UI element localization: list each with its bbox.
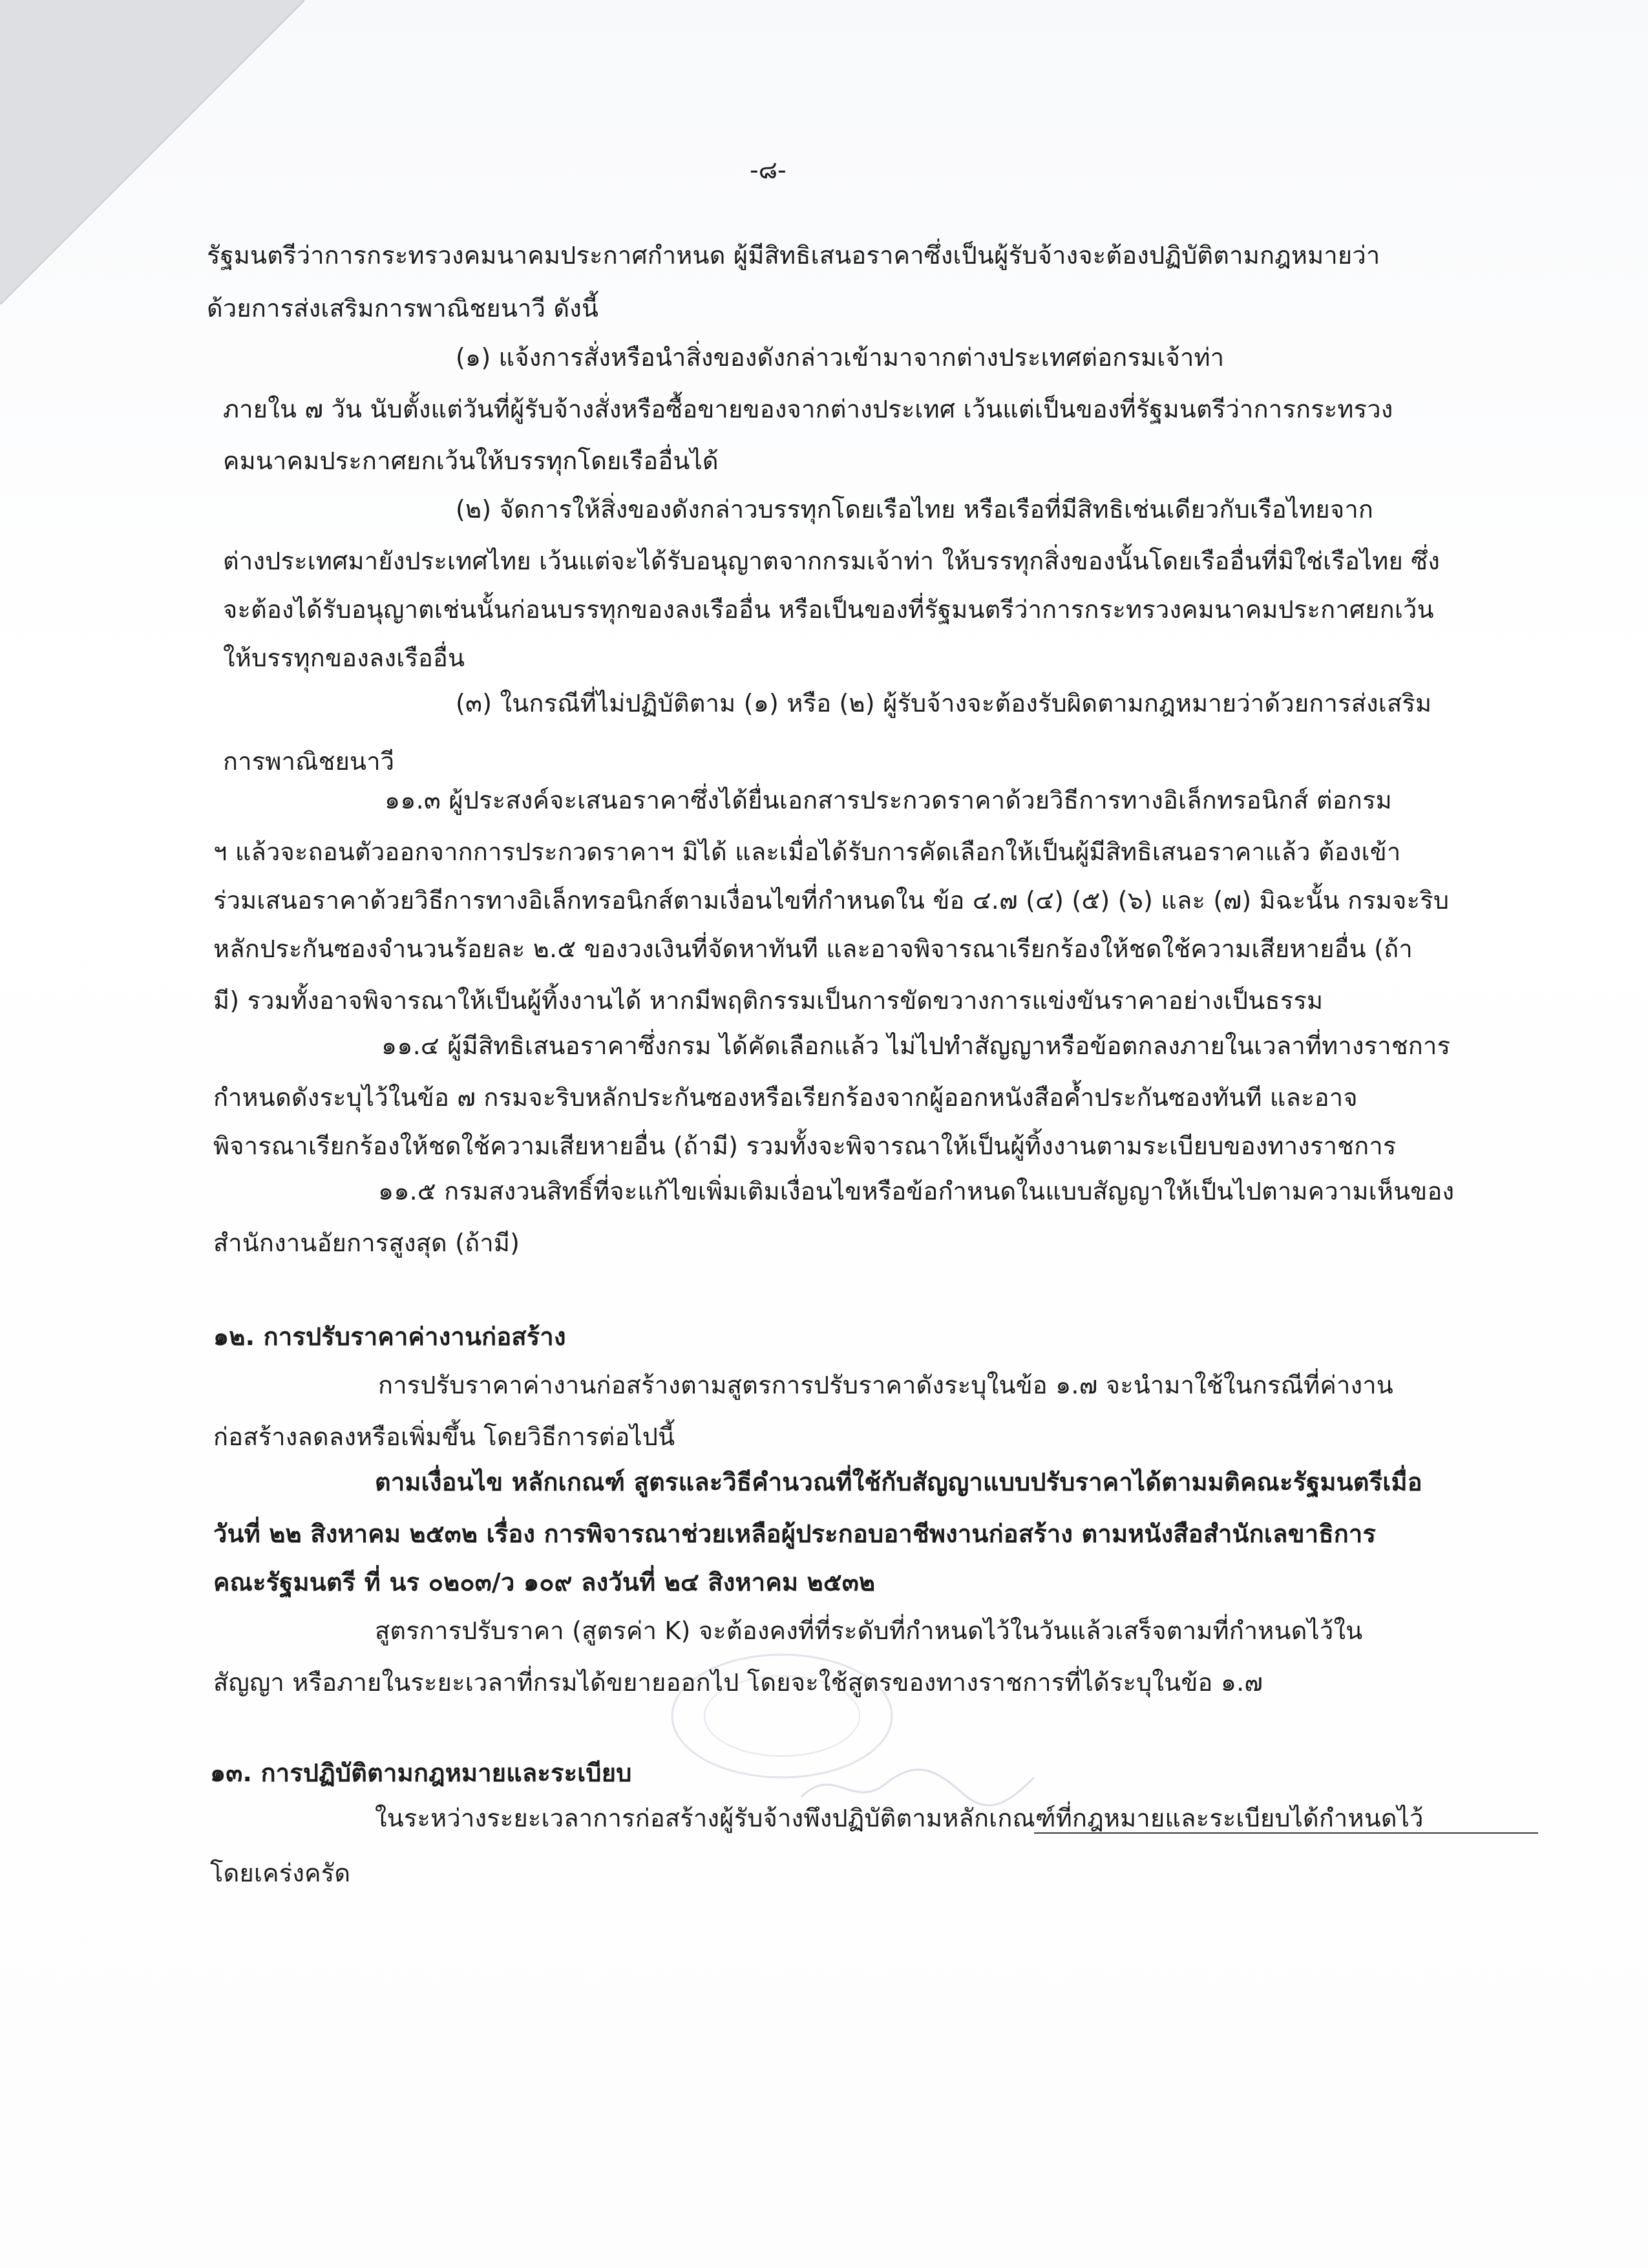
body-line: รัฐมนตรีว่าการกระทรวงคมนาคมประกาศกำหนด ผู้มีสิทธิเสนอราคาซึ่งเป็นผู้รับจ้างจะต้องปฏิบัติตามกฎหมายว่า [207,241,1380,270]
body-line: (๒) จัดการให้สิ่งของดังกล่าวบรรทุกโดยเรือไทย หรือเรือที่มีสิทธิเช่นเดียวกับเรือไทยจาก [456,495,1374,524]
body-line: ตามเงื่อนไข หลักเกณฑ์ สูตรและวิธีคำนวณที่ใช้กับสัญญาแบบปรับราคาได้ตามมติคณะรัฐมนตรีเมื่อ [375,1468,1422,1496]
body-line: (๑) แจ้งการสั่งหรือนำสิ่งของดังกล่าวเข้ามาจากต่างประเทศต่อกรมเจ้าท่า [456,343,1225,372]
body-line: การปรับราคาค่างานก่อสร้างตามสูตรการปรับราคาดังระบุในข้อ ๑.๗ จะนำมาใช้ในกรณีที่ค่างาน [378,1371,1393,1399]
body-line: สัญญา หรือภายในระยะเวลาที่กรมได้ขยายออกไป โดยจะใช้สูตรของทางราชการที่ได้ระบุในข้อ ๑.๗ [213,1668,1263,1697]
body-line: กำหนดดังระบุไว้ในข้อ ๗ กรมจะริบหลักประกันซองหรือเรียกร้องจากผู้ออกหนังสือค้ำประกันซองทันที และอาจ [213,1083,1358,1112]
underline-rule [1034,1832,1538,1834]
body-line: ร่วมเสนอราคาด้วยวิธีการทางอิเล็กทรอนิกส์ตามเงื่อนไขที่กำหนดใน ข้อ ๔.๗ (๔) (๕) (๖) และ (๗) มิฉะนั้น กรมจะริบ [213,886,1450,915]
section-heading: ๑๒. การปรับราคาค่างานก่อสร้าง [213,1322,566,1351]
body-line: ต่างประเทศมายังประเทศไทย เว้นแต่จะได้รับอนุญาตจากกรมเจ้าท่า ให้บรรทุกสิ่งของนั้นโดยเรืออื่นที่มิใช่เรือไทย ซึ่ง [223,547,1441,575]
body-line: ภายใน ๗ วัน นับตั้งแต่วันที่ผู้รับจ้างสั่งหรือซื้อขายของจากต่างประเทศ เว้นแต่เป็นของที่รัฐมนตรีว่าการกระทรวง [223,395,1393,423]
body-line: ด้วยการส่งเสริมการพาณิชยนาวี ดังนี้ [207,294,599,323]
body-line: โดยเคร่งครัด [210,1859,351,1887]
body-line: ฯ แล้วจะถอนตัวออกจากการประกวดราคาฯ มิได้ และเมื่อได้รับการคัดเลือกให้เป็นผู้มีสิทธิเสนอราคาแล้ว ต้องเข้า [213,838,1401,866]
body-line: วันที่ ๒๒ สิงหาคม ๒๕๓๒ เรื่อง การพิจารณาช่วยเหลือผู้ประกอบอาชีพงานก่อสร้าง ตามหนังสือสำนักเลขาธิการ [213,1520,1377,1548]
body-line: ๑๑.๔ ผู้มีสิทธิเสนอราคาซึ่งกรม ได้คัดเลือกแล้ว ไม่ไปทำสัญญาหรือข้อตกลงภายในเวลาที่ทางราชการ [381,1032,1451,1060]
body-line: หลักประกันซองจำนวนร้อยละ ๒.๕ ของวงเงินที่จัดหาทันที และอาจพิจารณาเรียกร้องให้ชดใช้ความเสียหายอื่น (ถ้า [213,935,1413,963]
body-line: คณะรัฐมนตรี ที่ นร ๐๒๐๓/ว ๑๐๙ ลงวันที่ ๒๔ สิงหาคม ๒๕๓๒ [213,1568,876,1596]
body-line: ในระหว่างระยะเวลาการก่อสร้างผู้รับจ้างพึงปฏิบัติตามหลักเกณฑ์ที่กฎหมายและระเบียบได้กำหนดไว้ [375,1804,1424,1832]
body-line: มี) รวมทั้งอาจพิจารณาให้เป็นผู้ทิ้งงานได้ หากมีพฤติกรรมเป็นการขัดขวางการแข่งขันราคาอย่างเป็นธรรม [213,986,1324,1015]
body-line: (๓) ในกรณีที่ไม่ปฏิบัติตาม (๑) หรือ (๒) ผู้รับจ้างจะต้องรับผิดตามกฎหมายว่าด้วยการส่งเสริม [456,689,1432,717]
body-line: สูตรการปรับราคา (สูตรค่า K) จะต้องคงที่ที่ระดับที่กำหนดไว้ในวันแล้วเสร็จตามที่กำหนดไว้ใน [375,1616,1363,1645]
body-line: การพาณิชยนาวี [223,747,395,776]
body-line: สำนักงานอัยการสูงสุด (ถ้ามี) [213,1229,520,1257]
body-line: ก่อสร้างลดลงหรือเพิ่มขึ้น โดยวิธีการต่อไปนี้ [213,1423,675,1451]
body-line: จะต้องได้รับอนุญาตเช่นนั้นก่อนบรรทุกของลงเรืออื่น หรือเป็นของที่รัฐมนตรีว่าการกระทรวงคมนาคมประกาศยกเว้น [223,595,1434,624]
section-heading: ๑๓. การปฏิบัติตามกฎหมายและระเบียบ [210,1759,632,1787]
body-line: ให้บรรทุกของลงเรืออื่น [223,644,465,672]
body-line: พิจารณาเรียกร้องให้ชดใช้ความเสียหายอื่น (ถ้ามี) รวมทั้งจะพิจารณาให้เป็นผู้ทิ้งงานตามระเบียบของทางราชการ [213,1132,1397,1160]
page-number: -๘- [750,156,787,184]
body-line: คมนาคมประกาศยกเว้นให้บรรทุกโดยเรืออื่นได้ [223,447,719,475]
body-line: ๑๑.๓ ผู้ประสงค์จะเสนอราคาซึ่งได้ยื่นเอกสารประกวดราคาด้วยวิธีการทางอิเล็กทรอนิกส์ ต่อกรม [385,786,1392,814]
body-line: ๑๑.๕ กรมสงวนสิทธิ์ที่จะแก้ไขเพิ่มเติมเงื่อนไขหรือข้อกำหนดในแบบสัญญาให้เป็นไปตามความเห็นของ [378,1177,1455,1205]
